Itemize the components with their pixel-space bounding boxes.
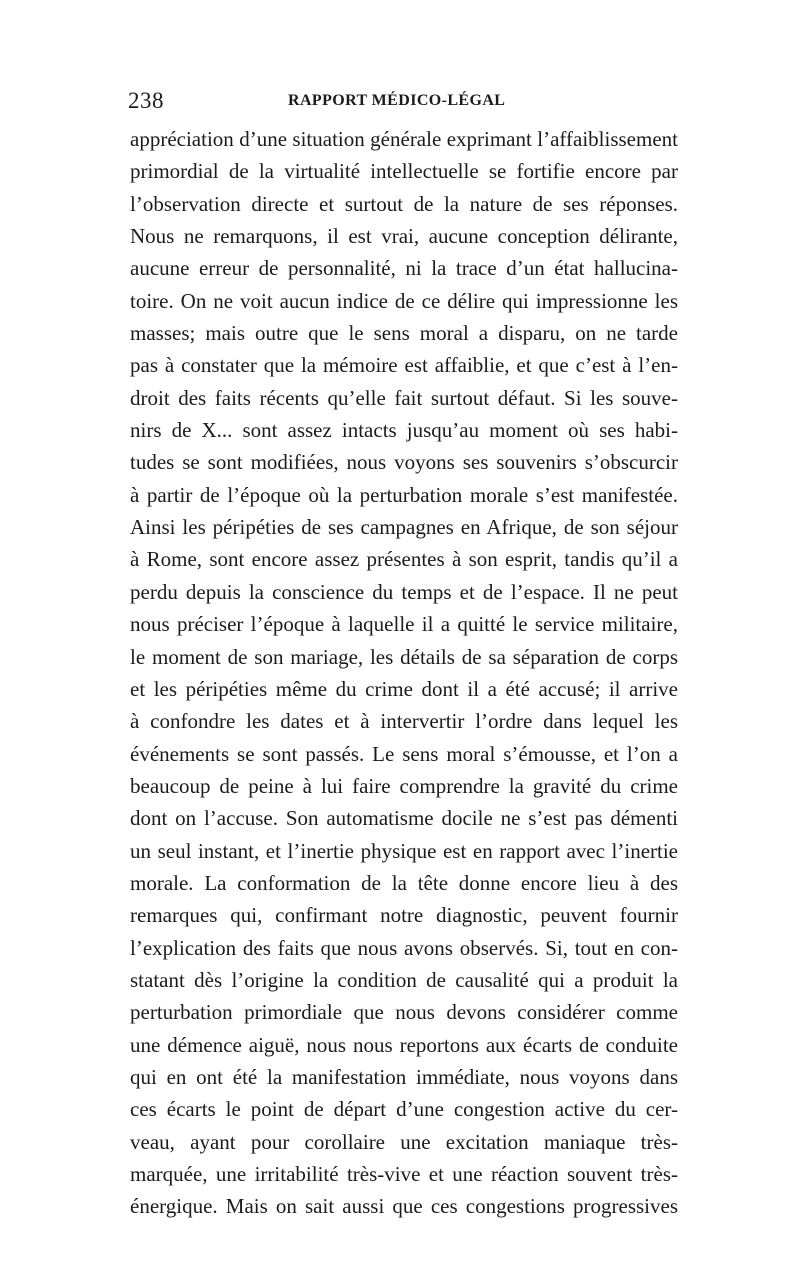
running-title: RAPPORT MÉDICO-LÉGAL [288, 92, 506, 109]
text-line: aucune erreur de personnalité, ni la trace d’un état hallucina- [130, 256, 678, 281]
text-line: à Rome, sont encore assez présentes à son esprit, tandis qu’il a [130, 547, 678, 572]
text-line: à confondre les dates et à intervertir l’ordre dans lequel les [130, 709, 678, 734]
text-line: énergique. Mais on sait aussi que ces congestions progressives [130, 1194, 678, 1219]
text-line: morale. La conformation de la tête donne encore lieu à des [130, 870, 678, 895]
text-line: statant dès l’origine la condition de causalité qui a produit la [130, 967, 678, 992]
text-line: dont on l’accuse. Son automatisme docile ne s’est pas démenti [130, 806, 678, 831]
text-line: Ainsi les péripéties de ses campagnes en Afrique, de son séjour [130, 515, 678, 540]
text-line: perturbation primordiale que nous devons considérer comme [130, 1000, 678, 1025]
page-number: 238 [128, 88, 164, 113]
text-line: primordial de la virtualité intellectuelle se fortifie encore par [130, 159, 678, 184]
text-line: Nous ne remarquons, il est vrai, aucune conception délirante, [130, 224, 678, 249]
text-line: tudes se sont modifiées, nous voyons ses souvenirs s’obscurcir [130, 450, 678, 475]
text-line: marquée, une irritabilité très-vive et une réaction souvent très- [130, 1162, 678, 1186]
text-line: l’observation directe et surtout de la nature de ses réponses. [130, 191, 678, 216]
text-line: une démence aiguë, nous nous reportons aux écarts de conduite [130, 1032, 678, 1057]
text-line: perdu depuis la conscience du temps et de l’espace. Il ne peut [130, 579, 678, 604]
text-line: événements se sont passés. Le sens moral s’émousse, et l’on a [130, 741, 678, 766]
text-line: remarques qui, confirmant notre diagnostic, peuvent fournir [130, 903, 678, 928]
page-header [128, 88, 676, 118]
body-paragraph [130, 123, 678, 1223]
text-line: toire. On ne voit aucun indice de ce délire qui impressionne les [130, 288, 678, 313]
text-line: beaucoup de peine à lui faire comprendre la gravité du crime [130, 773, 678, 798]
text-line: appréciation d’une situation générale exprimant l’affaiblissement [130, 127, 678, 151]
text-line: un seul instant, et l’inertie physique est en rapport avec l’inertie [130, 838, 678, 863]
text-line: le moment de son mariage, les détails de sa séparation de corps [130, 644, 678, 669]
text-line: qui en ont été la manifestation immédiate, nous voyons dans [130, 1064, 678, 1089]
text-line: à partir de l’époque où la perturbation morale s’est manifestée. [130, 482, 678, 507]
text-line: nirs de X... sont assez intacts jusqu’au moment où ses habi- [130, 418, 678, 443]
text-line: et les péripéties même du crime dont il a été accusé; il arrive [130, 676, 678, 701]
text-line: l’explication des faits que nous avons observés. Si, tout en con- [130, 935, 678, 960]
text-line: veau, ayant pour corollaire une excitation maniaque très- [130, 1129, 678, 1154]
text-line: ces écarts le point de départ d’une congestion active du cer- [130, 1097, 678, 1122]
text-line: pas à constater que la mémoire est affaiblie, et que c’est à l’en- [130, 353, 678, 378]
text-line: nous préciser l’époque à laquelle il a quitté le service militaire, [130, 612, 678, 637]
text-line: masses; mais outre que le sens moral a disparu, on ne tarde [130, 321, 678, 346]
text-line: droit des faits récents qu’elle fait surtout défaut. Si les souve- [130, 385, 678, 410]
